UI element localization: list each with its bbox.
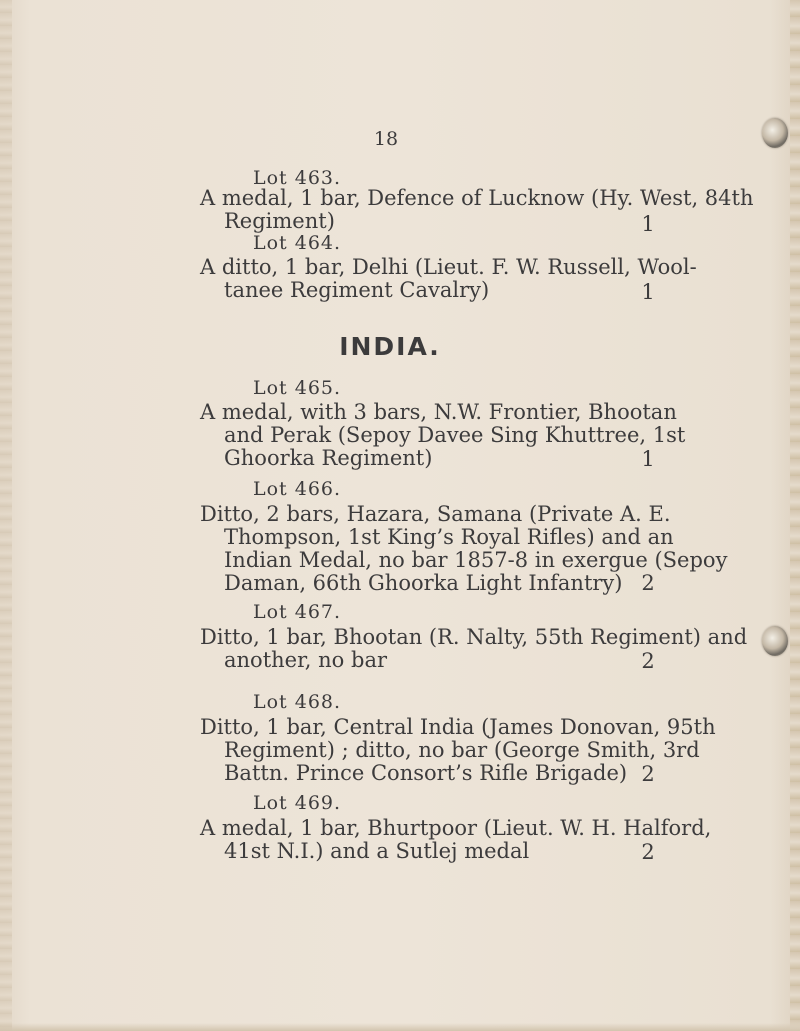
page-left-edge <box>0 0 12 1031</box>
lot-description <box>200 186 754 233</box>
lot-title: Lot 466. <box>253 478 342 500</box>
lot-quantity: 2 <box>641 649 655 673</box>
lot-title: Lot 469. <box>253 792 342 814</box>
description-line: A medal, 1 bar, Defence of Lucknow (Hy. West, 84th <box>200 186 754 210</box>
binding-hole-middle <box>762 626 788 656</box>
description-line: 41st N.I.) and a Sutlej medal <box>224 839 530 863</box>
lot-description <box>200 816 712 863</box>
lot-description <box>200 625 748 672</box>
description-line: another, no bar <box>224 648 388 672</box>
description-line: and Perak (Sepoy Davee Sing Khuttree, 1st <box>224 423 686 447</box>
lot-quantity: 1 <box>641 447 655 471</box>
lot-title: Lot 463. <box>253 167 342 189</box>
lot-title: Lot 467. <box>253 601 342 623</box>
description-line: A ditto, 1 bar, Delhi (Lieut. F. W. Russell, Wool- <box>200 255 697 279</box>
description-line: Thompson, 1st King’s Royal Rifles) and an <box>224 525 674 549</box>
lot-description <box>200 502 728 595</box>
description-line: A medal, 1 bar, Bhurtpoor (Lieut. W. H. Halford, <box>200 816 712 840</box>
lot-quantity: 2 <box>641 840 655 864</box>
lot-title: Lot 465. <box>253 377 342 399</box>
page-right-edge <box>790 0 800 1031</box>
lot-quantity: 1 <box>641 212 655 236</box>
description-line: Daman, 66th Ghoorka Light Infantry) <box>224 571 623 595</box>
page-number: 18 <box>373 128 399 150</box>
description-line: Ditto, 2 bars, Hazara, Samana (Private A. E. <box>200 502 671 526</box>
description-line: Battn. Prince Consort’s Rifle Brigade) <box>224 761 628 785</box>
lot-description <box>200 255 697 302</box>
lot-title: Lot 464. <box>253 232 342 254</box>
description-line: Ghoorka Regiment) <box>224 446 433 470</box>
lot-title: Lot 468. <box>253 691 342 713</box>
page-bottom-edge <box>0 1023 800 1031</box>
lot-quantity: 2 <box>641 571 655 595</box>
lot-description <box>200 715 716 785</box>
description-line: Ditto, 1 bar, Central India (James Donovan, 95th <box>200 715 716 739</box>
section-heading: INDIA. <box>339 332 441 361</box>
description-line: tanee Regiment Cavalry) <box>224 278 490 302</box>
description-line: Ditto, 1 bar, Bhootan (R. Nalty, 55th Regiment) and <box>200 625 748 649</box>
description-line: A medal, with 3 bars, N.W. Frontier, Bhootan <box>200 400 677 424</box>
description-line: Regiment) ; ditto, no bar (George Smith, 3rd <box>224 738 700 762</box>
description-line: Indian Medal, no bar 1857-8 in exergue (Sepoy <box>224 548 728 572</box>
description-line: Regiment) <box>224 209 335 233</box>
lot-quantity: 1 <box>641 280 655 304</box>
lot-description <box>200 400 686 470</box>
lot-quantity: 2 <box>641 762 655 786</box>
